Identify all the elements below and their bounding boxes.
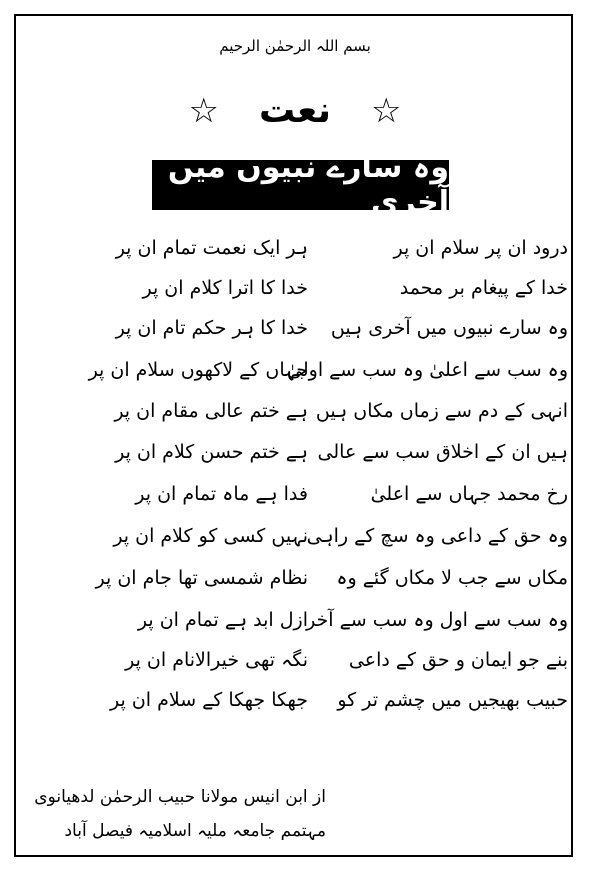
couplet-7 [0,476,590,512]
couplet-8 [0,518,590,554]
couplet-second-line: خدا کا اترا کلام ان پر [142,277,308,299]
couplet-second-line: نظام شمسی تھا جام ان پر [95,567,308,589]
bismillah: بسم اللہ الرحمٰن الرحیم [219,37,371,55]
couplet-10 [0,602,590,638]
couplet-11 [0,642,590,678]
couplet-first-line: وہ حق کے داعی وہ سچ کے راہی [306,525,568,547]
couplet-first-line: خدا کے پیغام بر محمد [399,277,568,299]
author-role-line: مہتمم جامعہ ملیہ اسلامیہ فیصل آباد [64,821,326,841]
couplet-6 [0,434,590,470]
couplet-second-line: فدا ہے ماہ تمام ان پر [135,483,308,505]
couplet-second-line: نگہ تھی خیرالانام ان پر [125,649,308,671]
couplet-first-line: ہیں ان کے اخلاق سب سے عالی [317,441,568,463]
couplet-first-line: انہی کے دم سے زماں مکاں ہیں [315,400,568,422]
couplet-3 [0,310,590,346]
poem-title [152,150,449,220]
heading-row [0,86,590,136]
couplet-second-line: خدا کا ہر حکم تام ان پر [115,317,308,339]
couplet-second-line: ہے ختم حسن کلام ان پر [115,441,308,463]
couplet-first-line: مکاں سے جب لا مکاں گئے وہ [336,567,568,589]
couplet-9 [0,560,590,596]
author-line: از ابن انیس مولانا حبیب الرحمٰن لدھیانوی [34,787,326,807]
couplet-1 [0,230,590,266]
couplet-first-line: حبیب بھیجیں میں چشم تر کو [337,689,568,711]
couplet-second-line: جھکا جھکا کے سلام ان پر [110,689,308,711]
star-icon: ☆ [370,91,402,131]
couplet-second-line: جہاں کے لاکھوں سلام ان پر [88,359,308,381]
couplet-first-line: رخ محمد جہاں سے اعلیٰ [370,483,568,505]
couplet-first-line: وہ سب سے اول وہ سب سے آخر [306,609,568,631]
couplet-first-line: وہ سب سے اعلیٰ وہ سب سے اولیٰ [287,359,568,381]
couplet-second-line: نہیں کسی کو کلام ان پر [113,525,308,547]
page-heading: نعت [259,90,331,131]
couplet-first-line: بنے جو ایمان و حق کے داعی [348,649,568,671]
couplet-second-line: ہے ختم عالی مقام ان پر [114,400,308,422]
couplet-4 [0,352,590,388]
couplet-first-line: وہ سارے نبیوں میں آخری ہیں [330,317,568,339]
couplet-second-line: ہر ایک نعمت تمام ان پر [115,237,308,259]
poem-title-text: وہ سارے نبیوں میں آخری [167,150,449,220]
couplet-first-line: درود ان پر سلام ان پر [393,237,568,259]
couplet-second-line: ازل ابد ہے تمام ان پر [137,609,308,631]
couplet-5 [0,393,590,429]
couplet-12 [0,682,590,718]
star-icon: ☆ [188,91,220,131]
couplet-2 [0,270,590,306]
